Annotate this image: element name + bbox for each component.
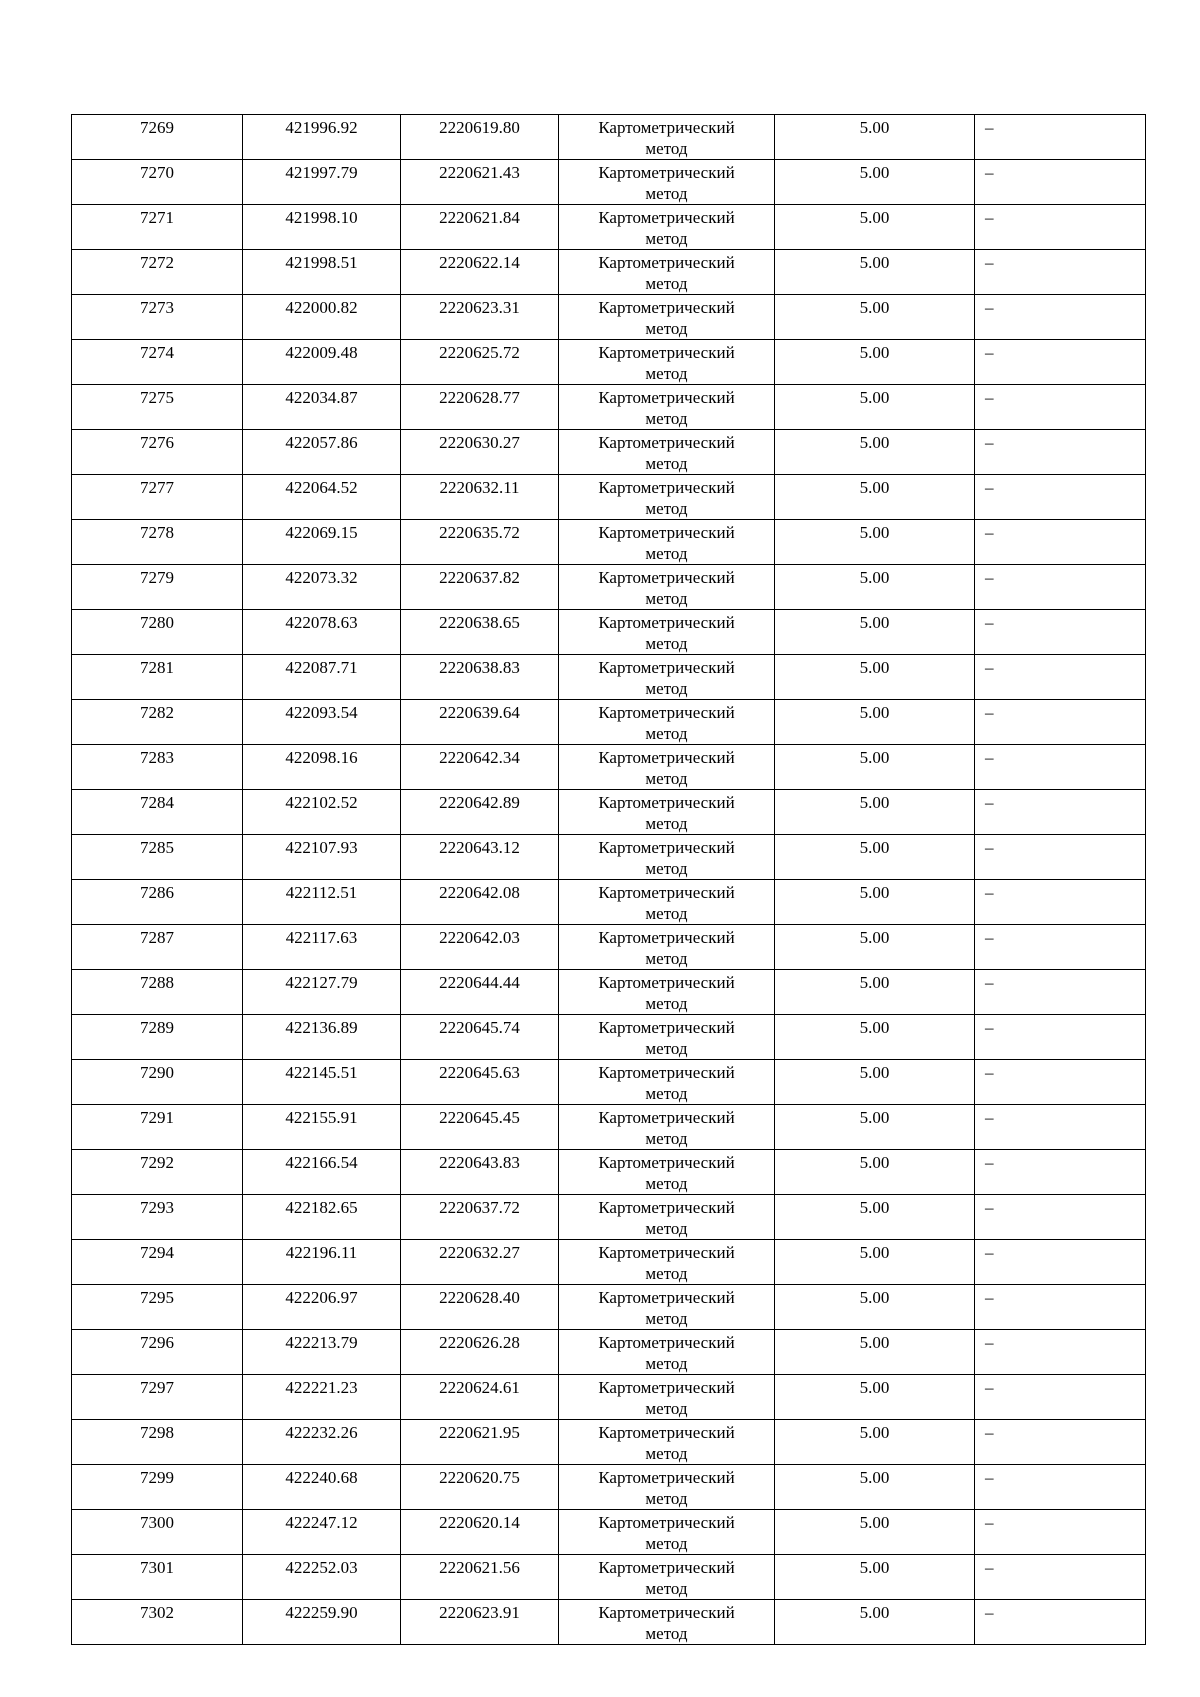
- point-number-cell: 7279: [72, 565, 243, 610]
- x-coordinate-cell: 422034.87: [243, 385, 401, 430]
- accuracy-cell: 5.00: [775, 1240, 975, 1285]
- point-number-cell: 7297: [72, 1375, 243, 1420]
- y-coordinate-cell: 2220642.03: [401, 925, 559, 970]
- note-cell: –: [975, 430, 1146, 475]
- table-row: [72, 1510, 1146, 1555]
- accuracy-cell: 5.00: [775, 385, 975, 430]
- accuracy-cell: 5.00: [775, 1420, 975, 1465]
- x-coordinate-cell: 422182.65: [243, 1195, 401, 1240]
- method-cell: Картометрический метод: [559, 115, 775, 160]
- y-coordinate-cell: 2220639.64: [401, 700, 559, 745]
- table-row: [72, 1555, 1146, 1600]
- y-coordinate-cell: 2220642.08: [401, 880, 559, 925]
- x-coordinate-cell: 422112.51: [243, 880, 401, 925]
- x-coordinate-cell: 422117.63: [243, 925, 401, 970]
- y-coordinate-cell: 2220626.28: [401, 1330, 559, 1375]
- note-cell: –: [975, 1330, 1146, 1375]
- table-row: [72, 1060, 1146, 1105]
- y-coordinate-cell: 2220643.83: [401, 1150, 559, 1195]
- note-cell: –: [975, 745, 1146, 790]
- method-cell: Картометрический метод: [559, 205, 775, 250]
- note-cell: –: [975, 1285, 1146, 1330]
- x-coordinate-cell: 422206.97: [243, 1285, 401, 1330]
- x-coordinate-cell: 422259.90: [243, 1600, 401, 1645]
- method-cell: Картометрический метод: [559, 520, 775, 565]
- method-cell: Картометрический метод: [559, 1420, 775, 1465]
- table-row: [72, 1150, 1146, 1195]
- note-cell: –: [975, 475, 1146, 520]
- x-coordinate-cell: 422064.52: [243, 475, 401, 520]
- note-cell: –: [975, 970, 1146, 1015]
- table-row: [72, 1465, 1146, 1510]
- note-cell: –: [975, 1555, 1146, 1600]
- point-number-cell: 7296: [72, 1330, 243, 1375]
- point-number-cell: 7293: [72, 1195, 243, 1240]
- point-number-cell: 7269: [72, 115, 243, 160]
- method-cell: Картометрический метод: [559, 565, 775, 610]
- x-coordinate-cell: 422213.79: [243, 1330, 401, 1375]
- accuracy-cell: 5.00: [775, 430, 975, 475]
- method-cell: Картометрический метод: [559, 835, 775, 880]
- method-cell: Картометрический метод: [559, 1105, 775, 1150]
- method-cell: Картометрический метод: [559, 1195, 775, 1240]
- method-cell: Картометрический метод: [559, 385, 775, 430]
- point-number-cell: 7280: [72, 610, 243, 655]
- accuracy-cell: 5.00: [775, 1330, 975, 1375]
- accuracy-cell: 5.00: [775, 1105, 975, 1150]
- method-cell: Картометрический метод: [559, 1375, 775, 1420]
- accuracy-cell: 5.00: [775, 1600, 975, 1645]
- accuracy-cell: 5.00: [775, 1375, 975, 1420]
- y-coordinate-cell: 2220638.83: [401, 655, 559, 700]
- x-coordinate-cell: 422127.79: [243, 970, 401, 1015]
- method-cell: Картометрический метод: [559, 340, 775, 385]
- x-coordinate-cell: 422145.51: [243, 1060, 401, 1105]
- note-cell: –: [975, 520, 1146, 565]
- table-row: [72, 520, 1146, 565]
- accuracy-cell: 5.00: [775, 1015, 975, 1060]
- x-coordinate-cell: 422000.82: [243, 295, 401, 340]
- y-coordinate-cell: 2220621.95: [401, 1420, 559, 1465]
- note-cell: –: [975, 160, 1146, 205]
- point-number-cell: 7272: [72, 250, 243, 295]
- table-row: [72, 1420, 1146, 1465]
- accuracy-cell: 5.00: [775, 565, 975, 610]
- table-row: [72, 1105, 1146, 1150]
- method-cell: Картометрический метод: [559, 1510, 775, 1555]
- table-row: [72, 880, 1146, 925]
- method-cell: Картометрический метод: [559, 1240, 775, 1285]
- x-coordinate-cell: 422155.91: [243, 1105, 401, 1150]
- point-number-cell: 7270: [72, 160, 243, 205]
- note-cell: –: [975, 610, 1146, 655]
- accuracy-cell: 5.00: [775, 340, 975, 385]
- accuracy-cell: 5.00: [775, 295, 975, 340]
- x-coordinate-cell: 422009.48: [243, 340, 401, 385]
- note-cell: –: [975, 385, 1146, 430]
- accuracy-cell: 5.00: [775, 925, 975, 970]
- method-cell: Картометрический метод: [559, 1555, 775, 1600]
- y-coordinate-cell: 2220642.34: [401, 745, 559, 790]
- point-number-cell: 7282: [72, 700, 243, 745]
- method-cell: Картометрический метод: [559, 745, 775, 790]
- table-row: [72, 700, 1146, 745]
- table-row: [72, 835, 1146, 880]
- x-coordinate-cell: 422252.03: [243, 1555, 401, 1600]
- point-number-cell: 7292: [72, 1150, 243, 1195]
- table-row: [72, 1375, 1146, 1420]
- note-cell: –: [975, 1240, 1146, 1285]
- point-number-cell: 7288: [72, 970, 243, 1015]
- table-row: [72, 295, 1146, 340]
- method-cell: Картометрический метод: [559, 475, 775, 520]
- table-row: [72, 1600, 1146, 1645]
- x-coordinate-cell: 422069.15: [243, 520, 401, 565]
- point-number-cell: 7290: [72, 1060, 243, 1105]
- point-number-cell: 7281: [72, 655, 243, 700]
- y-coordinate-cell: 2220623.91: [401, 1600, 559, 1645]
- x-coordinate-cell: 422166.54: [243, 1150, 401, 1195]
- accuracy-cell: 5.00: [775, 700, 975, 745]
- note-cell: –: [975, 1060, 1146, 1105]
- y-coordinate-cell: 2220638.65: [401, 610, 559, 655]
- table-row: [72, 1240, 1146, 1285]
- x-coordinate-cell: 422057.86: [243, 430, 401, 475]
- note-cell: –: [975, 1015, 1146, 1060]
- y-coordinate-cell: 2220637.82: [401, 565, 559, 610]
- method-cell: Картометрический метод: [559, 925, 775, 970]
- y-coordinate-cell: 2220642.89: [401, 790, 559, 835]
- accuracy-cell: 5.00: [775, 970, 975, 1015]
- table-row: [72, 1195, 1146, 1240]
- point-number-cell: 7285: [72, 835, 243, 880]
- note-cell: –: [975, 835, 1146, 880]
- x-coordinate-cell: 422107.93: [243, 835, 401, 880]
- table-row: [72, 925, 1146, 970]
- y-coordinate-cell: 2220621.84: [401, 205, 559, 250]
- point-number-cell: 7271: [72, 205, 243, 250]
- note-cell: –: [975, 205, 1146, 250]
- y-coordinate-cell: 2220630.27: [401, 430, 559, 475]
- point-number-cell: 7284: [72, 790, 243, 835]
- point-number-cell: 7277: [72, 475, 243, 520]
- x-coordinate-cell: 422247.12: [243, 1510, 401, 1555]
- y-coordinate-cell: 2220624.61: [401, 1375, 559, 1420]
- y-coordinate-cell: 2220644.44: [401, 970, 559, 1015]
- accuracy-cell: 5.00: [775, 1150, 975, 1195]
- y-coordinate-cell: 2220628.40: [401, 1285, 559, 1330]
- method-cell: Картометрический метод: [559, 430, 775, 475]
- method-cell: Картометрический метод: [559, 1060, 775, 1105]
- accuracy-cell: 5.00: [775, 880, 975, 925]
- y-coordinate-cell: 2220620.14: [401, 1510, 559, 1555]
- point-number-cell: 7295: [72, 1285, 243, 1330]
- table-row: [72, 745, 1146, 790]
- coordinates-table-body: [72, 115, 1146, 1645]
- accuracy-cell: 5.00: [775, 475, 975, 520]
- point-number-cell: 7274: [72, 340, 243, 385]
- point-number-cell: 7283: [72, 745, 243, 790]
- note-cell: –: [975, 565, 1146, 610]
- accuracy-cell: 5.00: [775, 610, 975, 655]
- x-coordinate-cell: 422102.52: [243, 790, 401, 835]
- accuracy-cell: 5.00: [775, 1060, 975, 1105]
- method-cell: Картометрический метод: [559, 790, 775, 835]
- accuracy-cell: 5.00: [775, 790, 975, 835]
- note-cell: –: [975, 115, 1146, 160]
- x-coordinate-cell: 422093.54: [243, 700, 401, 745]
- note-cell: –: [975, 925, 1146, 970]
- method-cell: Картометрический метод: [559, 1600, 775, 1645]
- note-cell: –: [975, 295, 1146, 340]
- accuracy-cell: 5.00: [775, 1285, 975, 1330]
- y-coordinate-cell: 2220621.43: [401, 160, 559, 205]
- point-number-cell: 7289: [72, 1015, 243, 1060]
- accuracy-cell: 5.00: [775, 160, 975, 205]
- table-row: [72, 790, 1146, 835]
- point-number-cell: 7294: [72, 1240, 243, 1285]
- note-cell: –: [975, 250, 1146, 295]
- note-cell: –: [975, 700, 1146, 745]
- method-cell: Картометрический метод: [559, 880, 775, 925]
- y-coordinate-cell: 2220635.72: [401, 520, 559, 565]
- note-cell: –: [975, 1195, 1146, 1240]
- x-coordinate-cell: 422078.63: [243, 610, 401, 655]
- point-number-cell: 7275: [72, 385, 243, 430]
- method-cell: Картометрический метод: [559, 295, 775, 340]
- y-coordinate-cell: 2220632.27: [401, 1240, 559, 1285]
- y-coordinate-cell: 2220628.77: [401, 385, 559, 430]
- point-number-cell: 7286: [72, 880, 243, 925]
- note-cell: –: [975, 1375, 1146, 1420]
- y-coordinate-cell: 2220645.45: [401, 1105, 559, 1150]
- y-coordinate-cell: 2220643.12: [401, 835, 559, 880]
- method-cell: Картометрический метод: [559, 1285, 775, 1330]
- point-number-cell: 7298: [72, 1420, 243, 1465]
- note-cell: –: [975, 655, 1146, 700]
- y-coordinate-cell: 2220645.74: [401, 1015, 559, 1060]
- accuracy-cell: 5.00: [775, 520, 975, 565]
- x-coordinate-cell: 422087.71: [243, 655, 401, 700]
- table-row: [72, 1015, 1146, 1060]
- table-row: [72, 655, 1146, 700]
- point-number-cell: 7302: [72, 1600, 243, 1645]
- y-coordinate-cell: 2220623.31: [401, 295, 559, 340]
- note-cell: –: [975, 790, 1146, 835]
- table-row: [72, 970, 1146, 1015]
- accuracy-cell: 5.00: [775, 745, 975, 790]
- table-row: [72, 430, 1146, 475]
- accuracy-cell: 5.00: [775, 1465, 975, 1510]
- point-number-cell: 7301: [72, 1555, 243, 1600]
- method-cell: Картометрический метод: [559, 610, 775, 655]
- x-coordinate-cell: 422073.32: [243, 565, 401, 610]
- table-row: [72, 1330, 1146, 1375]
- x-coordinate-cell: 421997.79: [243, 160, 401, 205]
- accuracy-cell: 5.00: [775, 1555, 975, 1600]
- accuracy-cell: 5.00: [775, 115, 975, 160]
- x-coordinate-cell: 422221.23: [243, 1375, 401, 1420]
- note-cell: –: [975, 1600, 1146, 1645]
- table-row: [72, 1285, 1146, 1330]
- point-number-cell: 7278: [72, 520, 243, 565]
- y-coordinate-cell: 2220645.63: [401, 1060, 559, 1105]
- y-coordinate-cell: 2220637.72: [401, 1195, 559, 1240]
- note-cell: –: [975, 1105, 1146, 1150]
- method-cell: Картометрический метод: [559, 1465, 775, 1510]
- note-cell: –: [975, 1510, 1146, 1555]
- point-number-cell: 7291: [72, 1105, 243, 1150]
- note-cell: –: [975, 1420, 1146, 1465]
- accuracy-cell: 5.00: [775, 205, 975, 250]
- table-row: [72, 115, 1146, 160]
- x-coordinate-cell: 422136.89: [243, 1015, 401, 1060]
- method-cell: Картометрический метод: [559, 655, 775, 700]
- table-row: [72, 565, 1146, 610]
- coordinates-table: [71, 114, 1146, 1645]
- point-number-cell: 7299: [72, 1465, 243, 1510]
- point-number-cell: 7287: [72, 925, 243, 970]
- y-coordinate-cell: 2220625.72: [401, 340, 559, 385]
- method-cell: Картометрический метод: [559, 970, 775, 1015]
- point-number-cell: 7300: [72, 1510, 243, 1555]
- y-coordinate-cell: 2220632.11: [401, 475, 559, 520]
- table-row: [72, 205, 1146, 250]
- accuracy-cell: 5.00: [775, 655, 975, 700]
- table-row: [72, 475, 1146, 520]
- x-coordinate-cell: 421998.51: [243, 250, 401, 295]
- x-coordinate-cell: 421996.92: [243, 115, 401, 160]
- point-number-cell: 7276: [72, 430, 243, 475]
- note-cell: –: [975, 1150, 1146, 1195]
- note-cell: –: [975, 1465, 1146, 1510]
- x-coordinate-cell: 422232.26: [243, 1420, 401, 1465]
- method-cell: Картометрический метод: [559, 250, 775, 295]
- y-coordinate-cell: 2220622.14: [401, 250, 559, 295]
- table-row: [72, 610, 1146, 655]
- method-cell: Картометрический метод: [559, 700, 775, 745]
- method-cell: Картометрический метод: [559, 160, 775, 205]
- table-row: [72, 340, 1146, 385]
- note-cell: –: [975, 880, 1146, 925]
- method-cell: Картометрический метод: [559, 1330, 775, 1375]
- x-coordinate-cell: 422240.68: [243, 1465, 401, 1510]
- method-cell: Картометрический метод: [559, 1015, 775, 1060]
- x-coordinate-cell: 422098.16: [243, 745, 401, 790]
- table-row: [72, 250, 1146, 295]
- y-coordinate-cell: 2220620.75: [401, 1465, 559, 1510]
- accuracy-cell: 5.00: [775, 1195, 975, 1240]
- note-cell: –: [975, 340, 1146, 385]
- y-coordinate-cell: 2220619.80: [401, 115, 559, 160]
- method-cell: Картометрический метод: [559, 1150, 775, 1195]
- point-number-cell: 7273: [72, 295, 243, 340]
- x-coordinate-cell: 422196.11: [243, 1240, 401, 1285]
- y-coordinate-cell: 2220621.56: [401, 1555, 559, 1600]
- accuracy-cell: 5.00: [775, 250, 975, 295]
- accuracy-cell: 5.00: [775, 1510, 975, 1555]
- accuracy-cell: 5.00: [775, 835, 975, 880]
- table-row: [72, 385, 1146, 430]
- x-coordinate-cell: 421998.10: [243, 205, 401, 250]
- table-row: [72, 160, 1146, 205]
